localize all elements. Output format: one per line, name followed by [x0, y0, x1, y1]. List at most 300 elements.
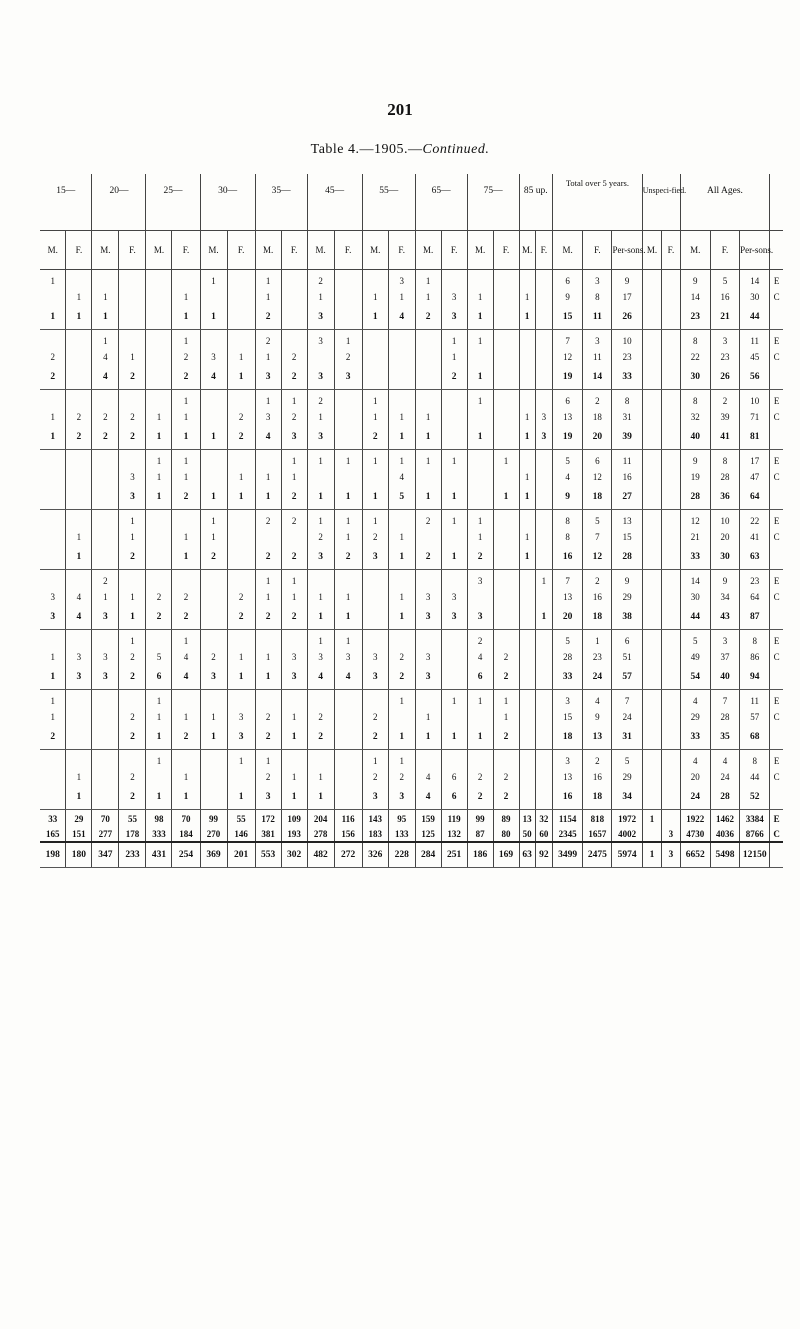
table-cell: 6 [583, 450, 612, 470]
table-cell [493, 510, 519, 530]
table-cell [519, 589, 535, 605]
table-cell [642, 390, 661, 410]
table-row [40, 750, 783, 770]
table-cell [642, 450, 661, 470]
table-cell: 302 [281, 842, 307, 868]
table-cell: 32 [680, 409, 710, 425]
table-cell: 1 [227, 349, 255, 365]
table-cell [146, 769, 172, 785]
table-cell: 1 [362, 305, 388, 330]
table-cell: 1 [200, 485, 227, 510]
table-cell: 3 [388, 785, 415, 810]
row-class-label: C [770, 529, 783, 545]
table-cell [519, 649, 535, 665]
table-cell: 17 [740, 450, 770, 470]
table-cell: 228 [388, 842, 415, 868]
table-cell: 2 [227, 589, 255, 605]
table-cell: 12 [553, 349, 583, 365]
row-class-label: E [770, 690, 783, 710]
header-male: M. [200, 231, 227, 270]
table-cell [770, 605, 783, 630]
table-cell [334, 785, 362, 810]
header-female: F. [535, 231, 552, 270]
row-class-label: E [770, 750, 783, 770]
table-cell: 14 [680, 570, 710, 590]
table-cell: 2 [281, 510, 307, 530]
table-cell: 2475 [583, 842, 612, 868]
table-cell: 3 [119, 485, 146, 510]
table-cell: 3 [415, 605, 441, 630]
table-cell: 8766 [740, 826, 770, 842]
table-cell: 28 [680, 485, 710, 510]
table-cell: 1 [281, 589, 307, 605]
table-cell: 133 [388, 826, 415, 842]
table-cell [200, 469, 227, 485]
table-cell: 1 [255, 649, 281, 665]
table-cell [493, 409, 519, 425]
table-cell: 98 [146, 810, 172, 827]
table-cell: 2 [583, 390, 612, 410]
table-cell [415, 570, 441, 590]
table-cell: 2 [92, 425, 119, 450]
table-row [40, 349, 783, 365]
table-cell [40, 450, 66, 470]
table-cell: 2 [415, 510, 441, 530]
table-cell: 1 [441, 485, 467, 510]
table-cell: 1 [66, 529, 92, 545]
header-group: 75— [467, 174, 519, 231]
table-cell: 1 [200, 709, 227, 725]
table-cell: 1 [388, 750, 415, 770]
table-cell: 3 [307, 425, 334, 450]
table-cell: 3 [362, 665, 388, 690]
table-cell: 2 [493, 665, 519, 690]
table-cell: 482 [307, 842, 334, 868]
table-cell: 11 [583, 349, 612, 365]
table-cell [493, 365, 519, 390]
table-cell [227, 270, 255, 290]
table-cell [362, 365, 388, 390]
table-cell: 15 [612, 529, 642, 545]
header-male: M. [40, 231, 66, 270]
table-cell [66, 709, 92, 725]
table-cell: 2 [40, 365, 66, 390]
table-cell [172, 570, 200, 590]
table-cell: 2 [281, 605, 307, 630]
table-cell [255, 630, 281, 650]
table-cell: 1 [415, 425, 441, 450]
table-cell [770, 842, 783, 868]
table-cell [662, 469, 680, 485]
table-cell [200, 390, 227, 410]
table-cell: 3 [441, 305, 467, 330]
table-cell [441, 390, 467, 410]
table-cell [642, 709, 661, 725]
table-cell: 2 [467, 545, 493, 570]
table-cell: 6 [441, 785, 467, 810]
table-cell: 1 [281, 450, 307, 470]
table-cell: 1 [519, 529, 535, 545]
table-cell: 28 [553, 649, 583, 665]
subtotal-row [40, 545, 783, 570]
table-cell: 272 [334, 842, 362, 868]
table-cell: 4 [388, 469, 415, 485]
table-cell: 30 [680, 589, 710, 605]
table-cell [227, 545, 255, 570]
table-cell: 87 [740, 605, 770, 630]
row-class-label: E [770, 630, 783, 650]
table-cell [642, 365, 661, 390]
table-cell: 4 [583, 690, 612, 710]
table-cell: 8 [612, 390, 642, 410]
table-cell: 20 [680, 769, 710, 785]
table-row [40, 390, 783, 410]
table-cell [642, 649, 661, 665]
table-cell: 284 [415, 842, 441, 868]
table-cell: 9 [710, 570, 739, 590]
table-cell: 2 [281, 485, 307, 510]
table-cell: 3 [334, 649, 362, 665]
table-cell [172, 510, 200, 530]
table-cell [415, 349, 441, 365]
table-cell: 20 [710, 529, 739, 545]
table-cell: 2 [493, 769, 519, 785]
table-cell: 1 [92, 305, 119, 330]
table-cell: 1 [255, 589, 281, 605]
table-cell: 70 [172, 810, 200, 827]
table-cell: 3 [227, 709, 255, 725]
table-cell: 1 [467, 390, 493, 410]
header-female: F. [662, 231, 680, 270]
table-cell [146, 270, 172, 290]
table-cell: 2 [334, 545, 362, 570]
table-cell: 4 [710, 750, 739, 770]
table-cell [40, 529, 66, 545]
table-cell: 4 [172, 665, 200, 690]
row-class-label: E [770, 390, 783, 410]
table-cell: 1 [227, 785, 255, 810]
table-cell: 180 [66, 842, 92, 868]
table-cell [415, 750, 441, 770]
table-cell [662, 649, 680, 665]
table-cell [662, 330, 680, 350]
table-cell [362, 690, 388, 710]
table-cell: 1 [50, 695, 55, 706]
table-cell: 1 [388, 589, 415, 605]
table-cell [519, 450, 535, 470]
table-cell: 1 [281, 725, 307, 750]
table-cell: 1 [92, 589, 119, 605]
table-cell [200, 330, 227, 350]
table-cell [519, 630, 535, 650]
row-class-label: E [770, 570, 783, 590]
table-cell [770, 545, 783, 570]
table-cell: 1 [307, 510, 334, 530]
table-cell [146, 510, 172, 530]
table-cell: 1 [227, 485, 255, 510]
table-cell [200, 690, 227, 710]
table-cell: 3 [467, 605, 493, 630]
table-cell: 2 [119, 709, 146, 725]
table-cell: 1922 [680, 810, 710, 827]
table-cell: 14 [740, 270, 770, 290]
table-cell [200, 769, 227, 785]
table-cell: 1 [200, 270, 227, 290]
table-cell [441, 469, 467, 485]
table-cell [493, 270, 519, 290]
table-cell: 125 [415, 826, 441, 842]
header-group: 45— [307, 174, 362, 231]
table-cell: 33 [680, 725, 710, 750]
table-cell [92, 450, 119, 470]
table-cell: 1 [200, 725, 227, 750]
table-cell: 1 [40, 665, 66, 690]
table-cell [642, 289, 661, 305]
table-cell: 57 [740, 709, 770, 725]
table-cell [662, 529, 680, 545]
page-number: 201 [387, 100, 413, 119]
table-cell: 201 [227, 842, 255, 868]
table-cell: 2 [415, 545, 441, 570]
table-cell [770, 425, 783, 450]
table-cell [388, 570, 415, 590]
table-cell: 1 [66, 785, 92, 810]
table-cell [66, 485, 92, 510]
table-cell: 33 [612, 365, 642, 390]
table-cell: 1 [642, 810, 661, 827]
header-male: M. [680, 231, 710, 270]
table-cell [441, 529, 467, 545]
table-cell: 2 [388, 665, 415, 690]
table-cell [334, 469, 362, 485]
table-cell [334, 425, 362, 450]
table-cell: 47 [740, 469, 770, 485]
table-row [40, 589, 783, 605]
table-cell: 23 [680, 305, 710, 330]
table-cell [535, 270, 552, 290]
table-cell: 18 [583, 785, 612, 810]
table-cell [227, 769, 255, 785]
table-cell: 70 [92, 810, 119, 827]
table-cell: 13 [612, 510, 642, 530]
table-cell: 16 [612, 469, 642, 485]
table-cell [519, 330, 535, 350]
table-cell: 5 [583, 510, 612, 530]
table-cell: 27 [612, 485, 642, 510]
table-cell: 6 [441, 769, 467, 785]
table-cell: 31 [612, 409, 642, 425]
table-cell [662, 785, 680, 810]
table-cell [415, 630, 441, 650]
table-cell: 9 [612, 570, 642, 590]
header-group: Unspeci-fied. [642, 174, 680, 231]
table-cell: 18 [583, 605, 612, 630]
header-male: M. [415, 231, 441, 270]
table-cell: 33 [48, 814, 58, 824]
table-cell: 1 [467, 529, 493, 545]
table-cell [92, 390, 119, 410]
table-cell: 1 [362, 390, 388, 410]
table-cell: 3 [255, 365, 281, 390]
table-cell [92, 785, 119, 810]
table-cell: 26 [612, 305, 642, 330]
table-cell: 1 [388, 450, 415, 470]
header-male: M. [92, 231, 119, 270]
table-cell: 2 [255, 709, 281, 725]
table-cell: 1 [281, 769, 307, 785]
table-cell: 165 [40, 826, 66, 842]
table-cell [642, 785, 661, 810]
table-cell: 30 [710, 545, 739, 570]
table-cell: 28 [710, 469, 739, 485]
table-cell: 12 [583, 469, 612, 485]
table-cell: 2 [583, 750, 612, 770]
table-cell [227, 330, 255, 350]
table-cell [519, 390, 535, 410]
table-cell: 24 [612, 709, 642, 725]
table-cell [662, 409, 680, 425]
table-cell [200, 289, 227, 305]
table-cell [415, 690, 441, 710]
table-cell [200, 605, 227, 630]
table-cell [770, 725, 783, 750]
table-cell [92, 709, 119, 725]
table-cell: 44 [740, 305, 770, 330]
table-cell [493, 349, 519, 365]
table-cell: 3 [66, 649, 92, 665]
table-cell [493, 425, 519, 450]
table-cell: 40 [710, 665, 739, 690]
table-cell: 41 [740, 529, 770, 545]
table-cell [519, 709, 535, 725]
table-cell: 30 [740, 289, 770, 305]
table-cell: 1 [467, 725, 493, 750]
table-cell: 1 [307, 769, 334, 785]
subtotal-row [40, 485, 783, 510]
table-cell: 1 [146, 409, 172, 425]
table-cell: 1 [146, 785, 172, 810]
table-cell: 1 [467, 690, 493, 710]
table-cell [388, 630, 415, 650]
table-cell: 1 [334, 589, 362, 605]
table-cell [493, 469, 519, 485]
table-cell [642, 425, 661, 450]
table-cell: 3 [415, 589, 441, 605]
table-cell: 3 [334, 365, 362, 390]
table-cell [662, 545, 680, 570]
table-cell: 54 [680, 665, 710, 690]
table-cell: 86 [740, 649, 770, 665]
table-cell: 3 [415, 649, 441, 665]
table-cell: 1 [307, 785, 334, 810]
table-cell: 4 [388, 305, 415, 330]
table-cell: 7 [583, 529, 612, 545]
grand-total-row [40, 842, 783, 868]
table-cell: 146 [227, 826, 255, 842]
table-cell [642, 570, 661, 590]
table-cell: 2 [119, 665, 146, 690]
table-cell: 1 [334, 450, 362, 470]
table-cell [66, 750, 92, 770]
table-cell: 3 [92, 665, 119, 690]
table-cell [493, 529, 519, 545]
table-cell: 6 [553, 270, 583, 290]
table-cell [535, 349, 552, 365]
table-cell [535, 769, 552, 785]
table-cell [535, 665, 552, 690]
table-cell: 4002 [612, 826, 642, 842]
table-cell: 35 [710, 725, 739, 750]
table-cell [493, 570, 519, 590]
table-cell: 24 [680, 785, 710, 810]
table-title [0, 142, 800, 158]
table-cell: 369 [200, 842, 227, 868]
table-cell [662, 570, 680, 590]
table-cell [535, 725, 552, 750]
table-cell: 2 [119, 649, 146, 665]
table-cell: 41 [710, 425, 739, 450]
header-male: M. [255, 231, 281, 270]
table-cell: 18 [583, 409, 612, 425]
table-cell: 1 [388, 289, 415, 305]
table-cell [119, 690, 146, 710]
table-cell: 5 [146, 649, 172, 665]
row-class-label: C [770, 289, 783, 305]
table-cell [493, 605, 519, 630]
table-cell: 51 [612, 649, 642, 665]
table-cell: 22 [740, 510, 770, 530]
table-cell: 57 [612, 665, 642, 690]
table-cell: 2 [307, 270, 334, 290]
table-cell [467, 270, 493, 290]
table-cell [119, 750, 146, 770]
table-cell: 36 [710, 485, 739, 510]
table-cell: 1 [415, 725, 441, 750]
table-cell: 3 [362, 785, 388, 810]
table-cell: 1 [388, 425, 415, 450]
table-cell: 4 [467, 649, 493, 665]
row-class-label: C [770, 409, 783, 425]
table-cell [642, 545, 661, 570]
table-cell [227, 450, 255, 470]
table-cell [441, 630, 467, 650]
table-cell: 2 [119, 769, 146, 785]
table-cell: 3 [307, 305, 334, 330]
table-cell: 132 [441, 826, 467, 842]
table-cell: 10 [710, 510, 739, 530]
table-cell: 1 [388, 409, 415, 425]
table-cell: 1 [388, 545, 415, 570]
table-cell: 4 [66, 589, 92, 605]
table-cell [119, 305, 146, 330]
table-cell: 1 [307, 409, 334, 425]
table-cell [172, 270, 200, 290]
table-cell: 3 [92, 649, 119, 665]
table-cell: 3 [307, 330, 334, 350]
table-cell: 2 [493, 785, 519, 810]
table-cell: 13 [519, 810, 535, 827]
table-cell [662, 709, 680, 725]
table-cell: 2 [119, 365, 146, 390]
header-group: 65— [415, 174, 467, 231]
table-cell: 1 [307, 289, 334, 305]
table-cell: 1 [255, 485, 281, 510]
table-cell: 1 [227, 365, 255, 390]
table-cell: 2 [255, 725, 281, 750]
table-cell: 49 [680, 649, 710, 665]
table-cell: 347 [92, 842, 119, 868]
table-cell: 9 [553, 485, 583, 510]
